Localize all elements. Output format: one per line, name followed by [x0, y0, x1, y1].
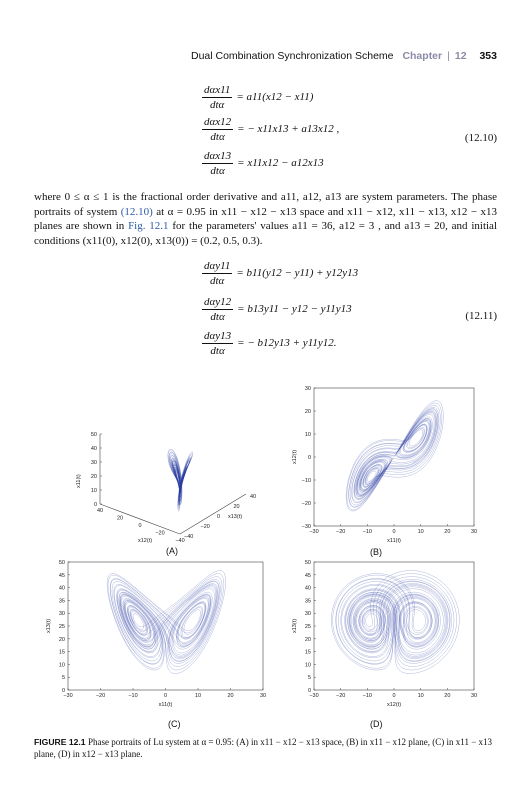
- y-tick-label: 40: [250, 494, 257, 500]
- y-tick-label: 40: [304, 585, 311, 592]
- derivative-denominator: dtα: [210, 345, 225, 357]
- x-tick-label: 20: [227, 693, 234, 699]
- phase-portrait-3d: [60, 398, 280, 558]
- derivative-denominator: dtα: [210, 99, 225, 111]
- panel-label: (C): [168, 719, 181, 729]
- x-tick-label: 30: [259, 693, 267, 699]
- z-tick-label: 10: [90, 488, 97, 494]
- x-tick-label: 0: [163, 693, 168, 699]
- figure-panel-c: [40, 558, 275, 733]
- x-tick-label: 30: [470, 693, 478, 699]
- x-tick-label: 0: [138, 523, 142, 529]
- equation-rhs: = x11x12 − a12x13: [237, 157, 324, 170]
- x-tick-label: 20: [444, 693, 451, 699]
- y-tick-label: −30: [301, 524, 311, 530]
- z-tick-label: 20: [90, 474, 97, 480]
- x-tick-label: −20: [335, 529, 346, 535]
- y-tick-label: 10: [304, 432, 311, 438]
- x-tick-label: −40: [175, 538, 185, 544]
- axis-label-y: x13(t): [228, 514, 243, 520]
- y-axis-label: x13(t): [46, 618, 52, 634]
- y-tick-label: 15: [58, 649, 65, 656]
- x-axis-label: x12(t): [386, 702, 402, 708]
- z-tick-label: 0: [93, 502, 97, 508]
- axis-label-z: x11(t): [76, 474, 82, 488]
- paragraph-text: for the parameters' values a11 = 36, a12 = 3 , and a13 = 20, and initial conditions (x11(0), x12(0), x13(0)) = (0.2, 0.5, 0.3).: [34, 220, 497, 247]
- y-tick-label: 10: [58, 662, 65, 669]
- panel-label: (D): [370, 719, 383, 729]
- panel-label: (A): [166, 546, 178, 556]
- figure-panel-d: [286, 558, 486, 733]
- equation-row: [202, 116, 339, 143]
- y-tick-label: 20: [304, 409, 311, 415]
- x-tick-label: −10: [128, 693, 138, 699]
- y-tick-label: 20: [58, 636, 65, 643]
- equation-reference-link[interactable]: (12.10): [120, 205, 153, 218]
- y-tick-label: 0: [307, 455, 311, 461]
- y-axis-label: x13(t): [292, 618, 298, 634]
- z-tick-label: 50: [90, 432, 97, 438]
- derivative-denominator: dtα: [210, 165, 225, 177]
- derivative-numerator: dαx11: [204, 84, 231, 96]
- y-tick-label: −40: [184, 534, 194, 540]
- body-paragraph: [34, 190, 497, 248]
- y-tick-label: 50: [58, 560, 65, 566]
- x-tick-label: 0: [392, 693, 396, 699]
- x-tick-label: 0: [392, 529, 396, 535]
- equation-rhs: = b11(y12 − y11) + y12y13: [236, 267, 359, 280]
- equation-row: [202, 84, 313, 111]
- header-title: Dual Combination Synchronization Scheme: [190, 50, 394, 62]
- y-tick-label: −20: [301, 501, 311, 507]
- y-tick-label: 5: [61, 675, 65, 682]
- y-tick-label: 25: [58, 624, 65, 630]
- y-tick-label: 15: [304, 649, 311, 656]
- y-tick-label: 5: [307, 675, 311, 682]
- panel-label: (B): [370, 547, 382, 557]
- y-tick-label: 35: [58, 598, 65, 605]
- x-tick-label: 10: [194, 693, 202, 699]
- equation-row: [202, 296, 352, 323]
- equation-rhs: = − b12y13 + y11y12.: [237, 337, 337, 350]
- x-tick-label: 40: [96, 508, 104, 514]
- axis-label-x: x12(t): [138, 538, 153, 544]
- x-tick-label: −20: [335, 693, 346, 699]
- y-tick-label: 0: [61, 688, 65, 694]
- y-tick-label: −20: [200, 524, 210, 530]
- derivative-denominator: dtα: [210, 131, 225, 143]
- x-axis-label: x11(t): [158, 702, 173, 708]
- plot-frame: [68, 562, 263, 690]
- y-tick-label: 20: [304, 636, 311, 643]
- y-tick-label: 0: [217, 514, 221, 520]
- derivative-denominator: dtα: [210, 311, 225, 323]
- y-tick-label: 45: [304, 572, 311, 579]
- phase-portrait-b: [286, 384, 486, 559]
- y-tick-label: 50: [304, 560, 311, 566]
- x-axis-label: x11(t): [387, 538, 401, 544]
- derivative-numerator: dαx13: [204, 150, 232, 162]
- trajectory-curve: [346, 401, 443, 511]
- x-tick-label: 30: [470, 529, 478, 535]
- running-header: [191, 50, 497, 62]
- trajectory-curve: [107, 571, 226, 674]
- figure-caption: [34, 736, 497, 760]
- y-tick-label: 30: [58, 611, 65, 618]
- x-tick-label: 10: [417, 693, 424, 699]
- header-chapter-number: 12: [454, 50, 467, 62]
- x-tick-label: −30: [63, 693, 73, 699]
- y-tick-label: −10: [301, 478, 311, 484]
- x-tick-label: −30: [309, 693, 319, 699]
- y-tick-label: 35: [304, 598, 311, 605]
- derivative-numerator: dαy13: [204, 330, 232, 342]
- x-tick-label: −10: [362, 693, 373, 699]
- y-tick-label: 10: [304, 662, 311, 669]
- equation-row: [202, 330, 337, 357]
- x-tick-label: −30: [309, 529, 319, 535]
- equation-rhs: = − x11x13 + a13x12 ,: [237, 123, 340, 136]
- figure-panel-a: [60, 398, 280, 558]
- plot-frame: [314, 388, 474, 526]
- derivative-numerator: dαy12: [204, 296, 232, 308]
- equation-rhs: = a11(x12 − x11): [236, 91, 314, 104]
- paragraph-text: at α = 0.95 in x11 − x12 − x13 space and x11 − x12, x11 − x13, x12 − x13 planes are shown in: [34, 205, 497, 232]
- y-tick-label: 30: [304, 611, 311, 618]
- trajectory-curve: [331, 571, 459, 674]
- paragraph-text: where 0 ≤ α ≤ 1 is the fractional order derivative and a11, a12, a13 are system parameters. The phase portraits of system: [34, 191, 497, 218]
- x-tick-label: 10: [417, 529, 424, 535]
- y-tick-label: 20: [233, 504, 240, 510]
- x-tick-label: −10: [362, 529, 373, 535]
- y-tick-label: 30: [304, 386, 311, 392]
- x-tick-label: −20: [95, 693, 106, 699]
- phase-portrait-d: [286, 558, 486, 733]
- equation-row: [202, 150, 324, 177]
- x-tick-label: 20: [116, 515, 124, 522]
- equation-rhs: = b13y11 − y12 − y11y13: [237, 303, 352, 316]
- equation-row: [202, 260, 358, 287]
- y-tick-label: 25: [304, 624, 311, 630]
- y-axis-label: x12(t): [292, 449, 298, 465]
- header-separator: |: [447, 50, 450, 62]
- z-tick-label: 40: [90, 446, 97, 452]
- page-number: 353: [479, 50, 497, 62]
- derivative-numerator: dαy11: [204, 260, 231, 272]
- caption-text: Phase portraits of Lu system at α = 0.95: (A) in x11 − x12 − x13 space, (B) in x11 − x12 plane, (C) in x11 − x13 plane, (D) in x12 − x13 plane.: [34, 737, 493, 759]
- header-chapter: Chapter: [402, 50, 443, 62]
- derivative-denominator: dtα: [210, 275, 225, 287]
- y-tick-label: 40: [58, 585, 65, 592]
- equation-number: (12.10): [464, 132, 497, 144]
- z-tick-label: 30: [90, 460, 97, 466]
- figure-reference-link[interactable]: Fig. 12.1: [128, 220, 169, 232]
- x-tick-label: 20: [444, 529, 451, 535]
- y-tick-label: 0: [307, 688, 311, 694]
- derivative-numerator: dαx12: [204, 116, 232, 128]
- equation-number: (12.11): [465, 310, 497, 322]
- figure-panel-b: [286, 384, 486, 559]
- phase-portrait-c: [40, 558, 275, 733]
- trajectory-curve: [168, 449, 193, 511]
- x-tick-label: −20: [155, 530, 165, 537]
- y-tick-label: 45: [58, 572, 65, 579]
- caption-label: FIGURE 12.1: [34, 737, 86, 747]
